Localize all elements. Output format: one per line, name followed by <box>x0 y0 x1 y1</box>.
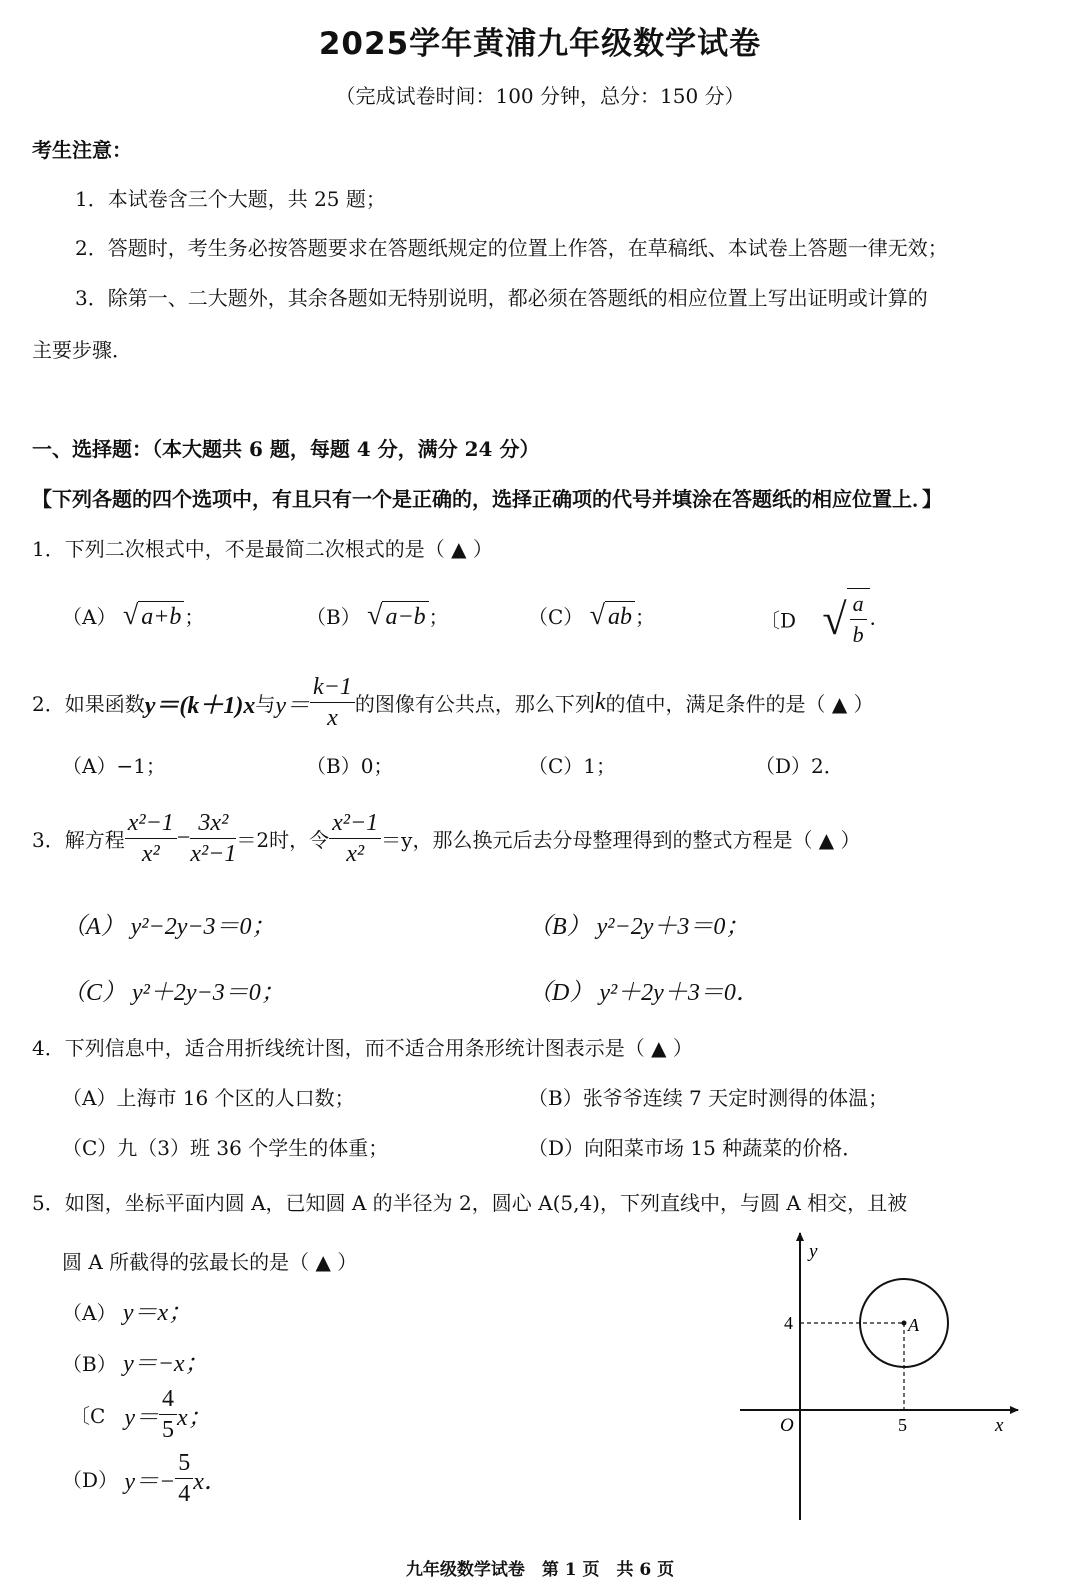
numerator: k−1 <box>310 672 355 703</box>
numerator: x²−1 <box>329 808 381 839</box>
notice-item-3-continued: 主要步骤． <box>32 338 132 362</box>
question-5-stem-continued: 圆 A 所截得的弦最长的是（ ▲ ） <box>62 1250 358 1274</box>
y-tick-label: 4 <box>784 1313 793 1333</box>
fraction-b <box>190 808 236 869</box>
question-5-stem: 5．如图，坐标平面内圆 A，已知圆 A 的半径为 2，圆心 A(5,4)，下列直线中，与圆 A 相交，且被 <box>32 1191 908 1215</box>
y-axis-label: y <box>809 1241 818 1262</box>
option-fraction <box>159 1384 177 1445</box>
section-1-instruction: 【下列各题的四个选项中，有且只有一个是正确的，选择正确项的代号并填涂在答题纸的相应位置上．】 <box>32 487 942 511</box>
option-end: ； <box>184 605 205 629</box>
minus-sign: − <box>176 825 191 851</box>
radical-sign: √ <box>367 600 383 631</box>
denominator: 5 <box>162 1417 175 1443</box>
notice-item-3: 3．除第一、二大题外，其余各题如无特别说明，都必须在答题纸的相应位置上写出证明或计算的 <box>75 286 928 310</box>
question-3-option-d <box>528 972 760 1007</box>
question-1-option-d <box>760 588 890 650</box>
question-1-stem: 1．下列二次根式中，不是最简二次根式的是（ ▲ ） <box>32 537 493 561</box>
stem-text: 2．如果函数 <box>32 692 145 716</box>
option-fraction <box>175 1448 193 1509</box>
option-text: （B） y²−2y＋3＝0； <box>528 914 750 940</box>
option-rhs: x． <box>193 1469 228 1495</box>
radicand: a−b <box>382 601 428 632</box>
option-text: （A） y²−2y−3＝0； <box>62 914 276 940</box>
question-2-option-b: （B）0； <box>306 754 394 778</box>
question-4-option-d: （D）向阳菜市场 15 种蔬菜的价格． <box>528 1136 863 1160</box>
question-1-option-b <box>306 600 449 632</box>
option-lhs: y＝ <box>124 1405 160 1431</box>
option-end: ； <box>428 605 449 629</box>
denominator: x <box>327 705 338 731</box>
function-2-fraction <box>310 672 355 733</box>
numerator: a <box>850 589 867 620</box>
question-2-option-a: （A）−1； <box>62 754 166 778</box>
question-4-stem: 4．下列信息中，适合用折线统计图，而不适合用条形统计图表示是（ ▲ ） <box>32 1036 693 1060</box>
function-2-lhs: y＝ <box>275 693 311 719</box>
fraction-a <box>125 808 177 869</box>
question-5-option-a <box>62 1292 192 1327</box>
option-label: （B） <box>306 605 361 629</box>
radicand: ab <box>605 601 635 632</box>
page-title: 2025学年黄浦九年级数学试卷 <box>318 26 762 62</box>
radicand-fraction <box>847 588 870 650</box>
stem-text: 的图像有公共点，那么下列 <box>354 692 595 716</box>
coordinate-figure <box>730 1225 1030 1525</box>
stem-text: 与 <box>255 692 276 716</box>
denominator: b <box>852 622 864 647</box>
question-5-option-c <box>70 1384 212 1445</box>
numerator: 4 <box>159 1384 177 1415</box>
radical-sign: √ <box>589 600 606 631</box>
center-label: A <box>908 1315 919 1335</box>
option-rhs: x； <box>177 1405 212 1431</box>
denominator: x² <box>141 841 160 867</box>
question-2-stem <box>32 672 874 733</box>
question-3-stem <box>32 808 861 869</box>
denominator: 4 <box>178 1481 191 1507</box>
stem-text: 3．解方程 <box>32 828 125 852</box>
section-1-heading: 一、选择题：（本大题共 6 题，每题 4 分，满分 24 分） <box>32 437 540 461</box>
numerator: x²−1 <box>125 808 177 839</box>
option-label: 〔C <box>70 1404 106 1428</box>
notice-heading: 考生注意： <box>32 138 132 162</box>
notice-item-1: 1．本试卷含三个大题，共 25 题； <box>75 187 386 211</box>
option-label: 〔D <box>760 608 797 633</box>
option-text: （D） y²＋2y＋3＝0． <box>528 980 760 1006</box>
option-text: （C） y²＋2y−3＝0； <box>62 980 285 1006</box>
option-label: （A） <box>62 605 117 629</box>
question-5-option-d <box>62 1448 228 1509</box>
radicand: a+b <box>138 601 184 632</box>
denominator: x²−1 <box>190 841 237 867</box>
question-2-option-c: （C）1； <box>528 754 617 778</box>
option-text: y＝x； <box>122 1300 193 1326</box>
origin-label: O <box>780 1415 794 1436</box>
question-1-option-a <box>62 600 204 632</box>
option-label: （B） <box>62 1352 117 1376</box>
option-end: ． <box>869 605 890 630</box>
center-point <box>902 1321 907 1326</box>
exam-time-note: （完成试卷时间：100 分钟，总分：150 分） <box>335 84 745 108</box>
question-4-option-b: （B）张爷爷连续 7 天定时测得的体温； <box>528 1086 889 1110</box>
page-footer: 九年级数学试卷 第 1 页 共 6 页 <box>405 1560 675 1580</box>
question-5-option-b <box>62 1343 209 1378</box>
variable-k: k <box>594 689 606 715</box>
stem-text: 的值中，满足条件的是（ ▲ ） <box>605 692 874 716</box>
option-label: （C） <box>528 605 584 629</box>
numerator: 3x² <box>190 808 236 839</box>
option-label: （A） <box>62 1301 117 1325</box>
radical-sign: √ <box>822 594 847 644</box>
stem-text: ＝2时，令 <box>236 828 330 852</box>
notice-item-2: 2．答题时，考生务必按答题要求在答题纸规定的位置上作答，在草稿纸、本试卷上答题一律无效； <box>75 236 948 260</box>
question-1-option-c <box>528 600 655 632</box>
question-3-option-a <box>62 906 276 941</box>
question-4-option-c: （C）九（3）班 36 个学生的体重； <box>62 1136 389 1160</box>
option-end: ； <box>635 605 656 629</box>
option-lhs: y＝− <box>124 1469 176 1495</box>
denominator: x² <box>346 841 365 867</box>
question-2-option-d: （D）2． <box>755 754 844 778</box>
x-axis-label: x <box>995 1415 1004 1436</box>
radical-sign: √ <box>122 600 139 631</box>
stem-text: ＝y，那么换元后去分母整理得到的整式方程是（ ▲ ） <box>381 828 861 852</box>
function-1: y＝(k＋1)x <box>144 693 256 719</box>
option-label: （D） <box>62 1468 119 1492</box>
fraction-c <box>329 808 381 869</box>
x-tick-label: 5 <box>898 1415 907 1435</box>
numerator: 5 <box>175 1448 193 1479</box>
question-3-option-c <box>62 972 285 1007</box>
question-4-option-a: （A）上海市 16 个区的人口数； <box>62 1086 355 1110</box>
question-3-option-b <box>528 906 749 941</box>
option-text: y＝−x； <box>123 1351 209 1377</box>
